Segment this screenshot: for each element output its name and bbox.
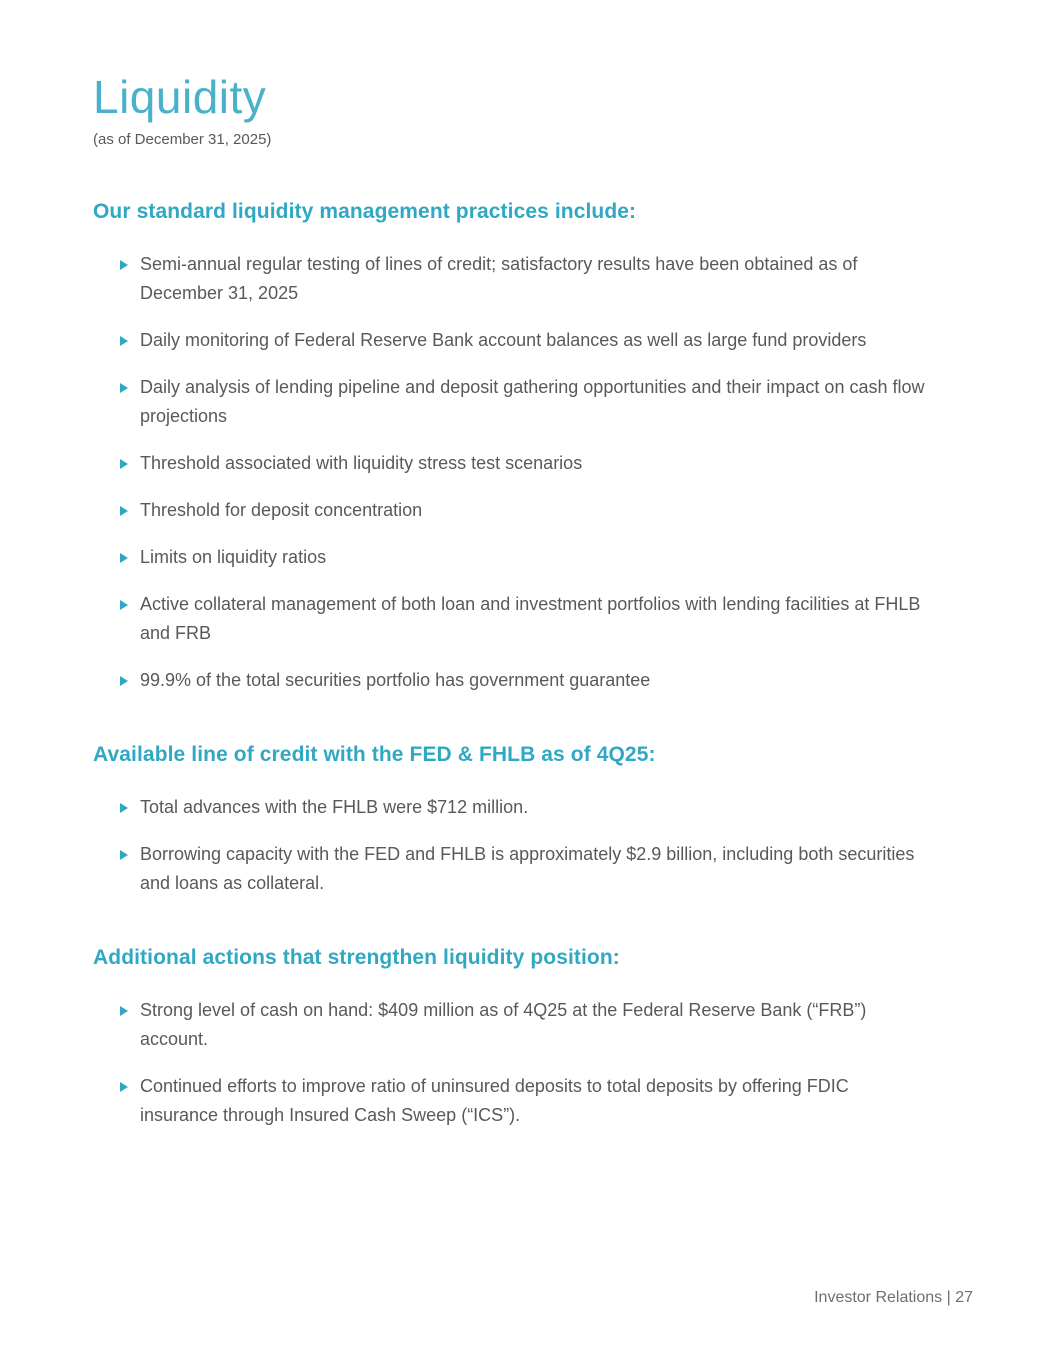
bullet-item	[120, 496, 930, 525]
bullet-text: Active collateral management of both loan and investment portfolios with lending facilities at FHLB and FRB	[140, 593, 921, 643]
bullet-item	[120, 840, 930, 898]
bullet-item	[120, 666, 930, 695]
bullet-text: Continued efforts to improve ratio of uninsured deposits to total deposits by offering FDIC insurance through Insured Cash Sweep (“ICS”).	[140, 1075, 849, 1125]
bullet-triangle-icon	[120, 383, 128, 393]
bullet-text: Semi-annual regular testing of lines of credit; satisfactory results have been obtained as of December 31, 2025	[140, 253, 858, 303]
bullet-item	[120, 449, 930, 478]
page-footer: Investor Relations | 27	[814, 1289, 973, 1306]
bullet-text: Strong level of cash on hand: $409 million as of 4Q25 at the Federal Reserve Bank (“FRB”) account.	[140, 999, 867, 1049]
bullet-triangle-icon	[120, 459, 128, 469]
bullet-text: Daily analysis of lending pipeline and deposit gathering opportunities and their impact on cash flow projections	[140, 376, 925, 426]
section-heading-line-of-credit: Available line of credit with the FED & FHLB as of 4Q25:	[93, 742, 656, 766]
bullet-item	[120, 793, 930, 822]
bullet-triangle-icon	[120, 1082, 128, 1092]
bullet-triangle-icon	[120, 506, 128, 516]
bullet-text: Threshold for deposit concentration	[140, 499, 423, 520]
bullet-item	[120, 326, 930, 355]
bullet-list-line-of-credit	[93, 793, 955, 898]
page-subtitle: (as of December 31, 2025)	[93, 130, 272, 148]
bullet-triangle-icon	[120, 553, 128, 563]
bullet-triangle-icon	[120, 600, 128, 610]
bullet-item	[120, 373, 930, 431]
bullet-item	[120, 250, 930, 308]
bullet-text: Limits on liquidity ratios	[140, 546, 327, 567]
bullet-list-additional-actions	[93, 996, 955, 1130]
bullet-triangle-icon	[120, 803, 128, 813]
bullet-text: Borrowing capacity with the FED and FHLB is approximately $2.9 billion, including both securities and loans as collateral.	[140, 843, 915, 893]
bullet-item	[120, 590, 930, 648]
bullet-triangle-icon	[120, 676, 128, 686]
bullet-text: 99.9% of the total securities portfolio has government guarantee	[140, 669, 651, 690]
section-heading-standard-practices: Our standard liquidity management practices include:	[93, 199, 637, 223]
bullet-item	[120, 1072, 930, 1130]
bullet-triangle-icon	[120, 1006, 128, 1016]
bullet-triangle-icon	[120, 850, 128, 860]
bullet-item	[120, 543, 930, 572]
bullet-item	[120, 996, 930, 1054]
bullet-list-standard-practices	[93, 250, 955, 695]
bullet-text: Total advances with the FHLB were $712 million.	[140, 796, 529, 817]
page-title: Liquidity	[93, 71, 267, 123]
bullet-triangle-icon	[120, 260, 128, 270]
bullet-triangle-icon	[120, 336, 128, 346]
bullet-text: Threshold associated with liquidity stress test scenarios	[140, 452, 583, 473]
section-heading-additional-actions: Additional actions that strengthen liquidity position:	[93, 945, 620, 969]
bullet-text: Daily monitoring of Federal Reserve Bank account balances as well as large fund providers	[140, 329, 867, 350]
